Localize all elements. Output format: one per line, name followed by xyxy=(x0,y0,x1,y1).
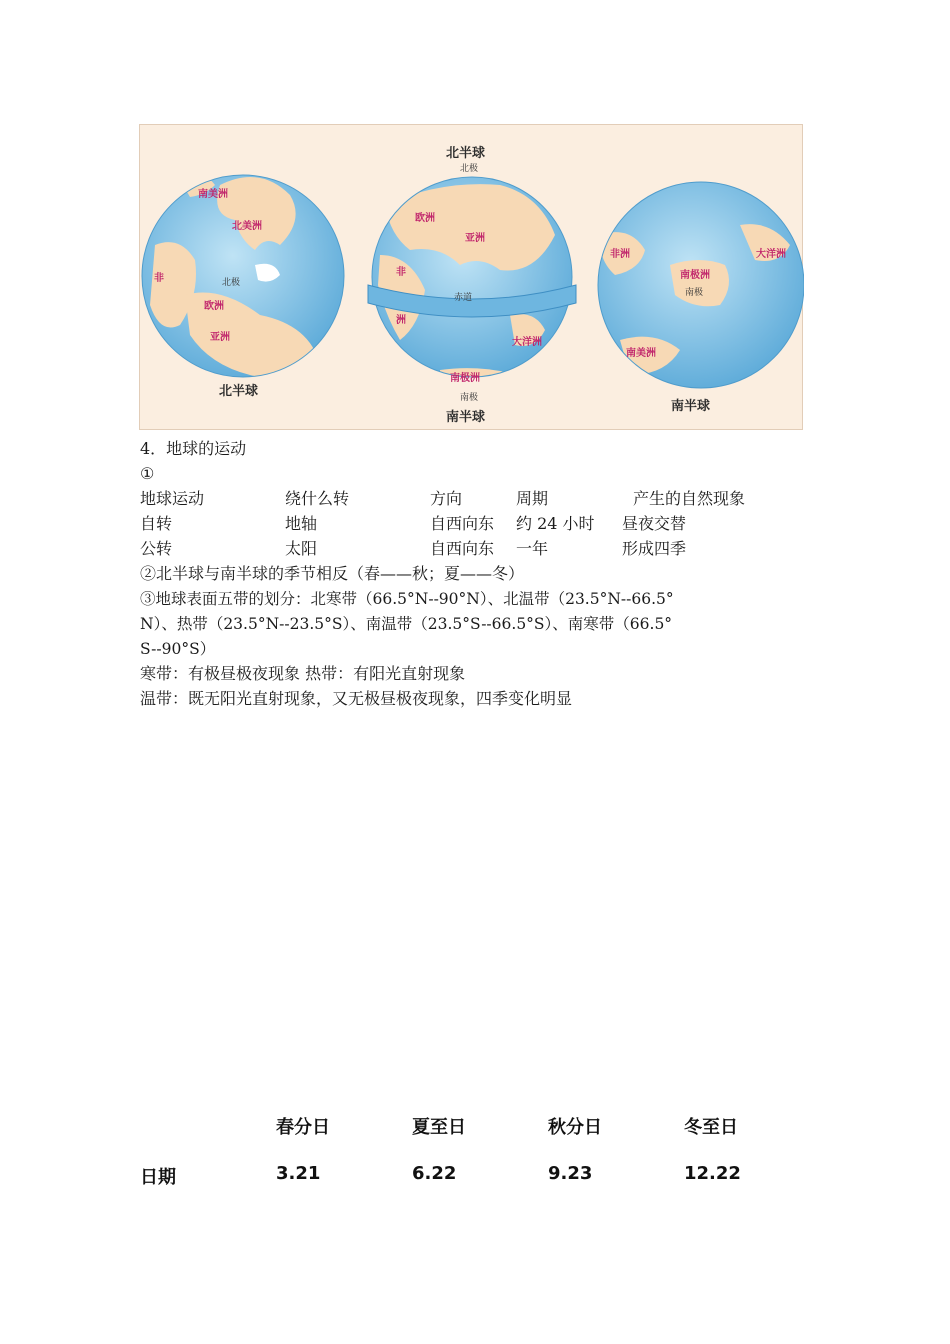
caption-mid-bottom: 南半球 xyxy=(446,410,486,425)
td-r1-phenomenon: 昼夜交替 xyxy=(622,514,687,533)
paragraph-zones-1: ③地球表面五带的划分：北寒带（66.5°N--90°N）、北温带（23.5°N--66.5° xyxy=(140,590,674,608)
paragraph-zones-2: N）、热带（23.5°N--23.5°S）、南温带（23.5°S--66.5°S）、南寒带（66.5° xyxy=(140,615,673,633)
label-north-pole-left: 北极 xyxy=(222,278,241,288)
td-r1-direction: 自西向东 xyxy=(430,514,495,533)
globe-middle xyxy=(372,177,572,385)
caption-right-globe: 南半球 xyxy=(671,399,711,414)
label-north-america: 北美洲 xyxy=(232,221,262,232)
label-south-pole-right: 南极 xyxy=(685,288,704,298)
td-r2-motion: 公转 xyxy=(140,539,173,558)
td-r2-phenomenon: 形成四季 xyxy=(622,539,687,558)
label-oceania-mid: 大洋洲 xyxy=(512,337,542,348)
date-row-label: 日期 xyxy=(140,1167,176,1188)
th-phenomenon: 产生的自然现象 xyxy=(633,489,746,508)
label-equator: 赤道 xyxy=(454,293,473,303)
label-south-america-left: 南美洲 xyxy=(198,189,228,200)
label-africa-left: 非 xyxy=(154,273,164,284)
hemisphere-figure xyxy=(139,124,803,430)
paragraph-frigid-tropical: 寒带：有极昼极夜现象 热带：有阳光直射现象 xyxy=(140,664,466,683)
th-direction: 方向 xyxy=(430,489,463,508)
label-oceania-right: 大洋洲 xyxy=(756,249,786,260)
label-asia-mid: 亚洲 xyxy=(465,233,485,244)
th-around: 绕什么转 xyxy=(285,489,350,508)
th-period: 周期 xyxy=(516,489,549,508)
td-r1-period: 约 24 小时 xyxy=(516,514,595,533)
td-r2-direction: 自西向东 xyxy=(430,539,495,558)
caption-mid-top: 北半球 xyxy=(446,146,486,161)
subpoint-1: ① xyxy=(140,464,155,483)
label-africa-right: 非洲 xyxy=(610,249,630,260)
date-value-spring: 3.21 xyxy=(276,1163,321,1184)
label-asia-left: 亚洲 xyxy=(210,332,230,343)
date-header-spring: 春分日 xyxy=(276,1117,330,1138)
label-south-pole-mid: 南极 xyxy=(460,393,479,403)
label-south-america-right: 南美洲 xyxy=(626,348,656,359)
label-africa-mid-2: 洲 xyxy=(396,315,406,326)
label-europe-left: 欧洲 xyxy=(204,301,224,312)
date-header-winter: 冬至日 xyxy=(684,1117,738,1138)
th-motion: 地球运动 xyxy=(140,489,205,508)
td-r1-motion: 自转 xyxy=(140,514,173,533)
td-r2-period: 一年 xyxy=(516,539,549,558)
td-r2-around: 太阳 xyxy=(285,539,318,558)
date-value-autumn: 9.23 xyxy=(548,1163,593,1184)
section-heading: 4．地球的运动 xyxy=(140,439,247,458)
td-r1-around: 地轴 xyxy=(285,514,318,533)
label-antarctica-right: 南极洲 xyxy=(680,270,710,281)
label-africa-mid: 非 xyxy=(396,267,406,278)
label-europe-mid: 欧洲 xyxy=(415,213,435,224)
label-antarctica-mid: 南极洲 xyxy=(450,373,480,384)
paragraph-temperate: 温带：既无阳光直射现象，又无极昼极夜现象，四季变化明显 xyxy=(140,689,573,708)
date-value-summer: 6.22 xyxy=(412,1163,457,1184)
label-north-pole-mid: 北极 xyxy=(460,164,479,174)
date-header-autumn: 秋分日 xyxy=(548,1117,602,1138)
paragraph-zones-3: S--90°S） xyxy=(140,640,216,658)
date-header-summer: 夏至日 xyxy=(412,1117,466,1138)
caption-left-globe: 北半球 xyxy=(219,384,259,399)
paragraph-seasons: ②北半球与南半球的季节相反（春——秋；夏——冬） xyxy=(140,564,525,583)
date-value-winter: 12.22 xyxy=(684,1163,741,1184)
